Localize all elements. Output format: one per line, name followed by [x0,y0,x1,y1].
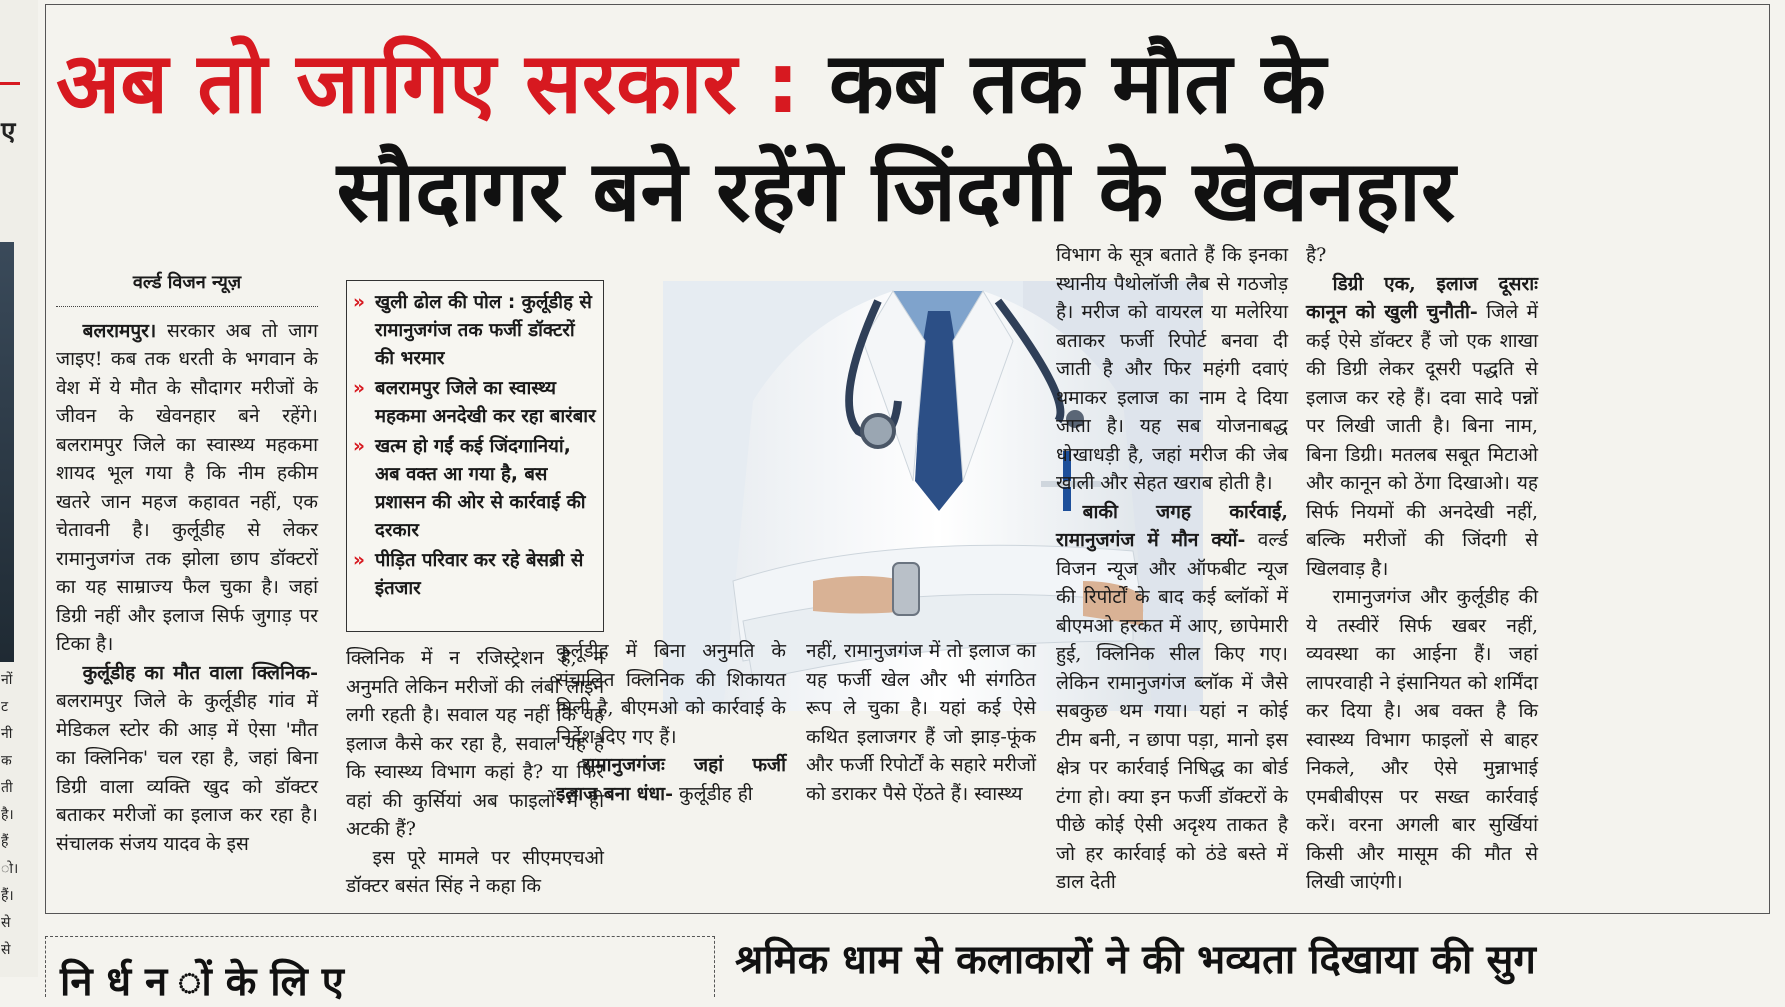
edge-text: नी [1,726,13,742]
paragraph-text: रामानुजगंज और कुर्लूडीह की ये तस्वीरें सिर्फ खबर नहीं, व्यवस्था का आईना हैं। जहां लापरवाही ने इंसानियत को शर्मिंदा कर दिया है। अब वक्त है कि स्वास्थ्य विभाग फाइलों से बाहर निकले, और ऐसे मुन्नाभाई एमबीबीएस पर सख्त कार्रवाई करें। वरना अगली बार सुर्खियां किसी और मासूम की मौत से लिखी जाएंगी। [1306,586,1538,893]
article-column-5 [1056,241,1288,897]
paragraph [556,751,786,808]
highlights-box [346,280,604,632]
article-column-6 [1306,241,1538,897]
paragraph-text: इस पूरे मामले पर सीएमएचओ डॉक्टर बसंत सिंह ने कहा कि [346,846,604,897]
adjacent-page-edge [0,0,38,977]
article-column-3 [556,637,786,808]
paragraph-text: विभाग के सूत्र बताते हैं कि इनका स्थानीय पैथोलॉजी लैब से गठजोड़ है। मरीज को वायरल या मलेरिया बताकर फर्जी रिपोर्ट बनवा दी जाती है और फिर महंगी दवाएं थमाकर इलाज का नाम दे दिया जाता है। यह सब योजनाबद्ध धोखाधड़ी है, जहां मरीज की जेब खाली और सेहत खराब होती है। [1056,244,1288,494]
edge-photo [0,242,14,662]
edge-text: हैं [1,834,9,850]
highlight-item [353,433,597,545]
paragraph-text: वर्ल्ड विजन न्यूज और ऑफबीट न्यूज की रिपोर्टों के बाद कई ब्लॉकों में बीएमओ हरकत में आए, छापेमारी हुई, क्लिनिक सील किए गए। लेकिन रामानुजगंज ब्लॉक में जैसे सबकुछ थम गया। यहां न कोई टीम बनी, न छापा पड़ा, मानो इस क्षेत्र पर कार्रवाई निषिद्ध का बोर्ड टंगा हो। क्या इन फर्जी डॉक्टरों के पीछे कोई ऐसी अदृश्य ताकत है जो हर कार्रवाई को ठंडे बस्ते में डाल देती [1056,529,1288,893]
edge-text: ट [1,699,9,715]
highlight-item [353,547,597,603]
paragraph-text: है? [1306,244,1327,266]
edge-text: नों [1,672,13,688]
headline-separator: : [766,34,800,132]
edge-red-rule [0,82,20,85]
paragraph-text: कुर्लूडीह में बिना अनुमति के संचालित क्लिनिक की शिकायत मिली है, बीएमओ को कार्रवाई के निर्देश दिए गए हैं। [556,640,786,748]
highlight-item [353,375,597,431]
dateline: बलरामपुर। [82,319,157,342]
paragraph [1056,498,1288,897]
subheading: कुर्लूडीह का मौत वाला क्लिनिक- [82,661,318,684]
edge-text: ए [1,117,16,147]
news-article [45,4,1770,914]
paragraph [56,659,318,859]
article-column-4 [806,637,1036,808]
chevron-right-icon: » [353,378,365,399]
edge-text: से [1,915,11,931]
headline-line-1 [56,29,1756,137]
edge-text: ो। [1,861,19,877]
highlight-text: पीड़ित परिवार कर रहे बेसब्री से इंतजार [375,550,584,599]
paragraph-text: क्लिनिक में न रजिस्ट्रेशन है, न अनुमति लेकिन मरीजों की लंबी लाइन लगी रहती है। सवाल यह नहीं कि वह इलाज कैसे कर रहा है, सवाल यह है कि स्वास्थ्य विभाग कहां है? या फिर वहां की कुर्सियां अब फाइलों में ही अटकी हैं? [346,647,604,840]
subheading: रामानुजगंजः जहां फर्जी इलाज बना धंधा- [556,754,786,805]
headline-black-part: कब तक मौत के [828,34,1326,132]
paragraph [1306,270,1538,584]
chevron-right-icon: » [353,292,365,313]
paragraph-text: कुर्लूडीह ही [679,782,753,805]
highlights-list [353,289,597,603]
headline-red-part: अब तो जागिए सरकार [56,34,737,132]
edge-text: हैं। [1,888,14,904]
highlight-text: खुली ढोल की पोल : कुर्लूडीह से रामानुजगंज तक फर्जी डॉक्टरों की भरमार [375,292,592,369]
edge-text: से [1,942,11,958]
paragraph [56,317,318,659]
article-column-1 [56,269,318,858]
byline: वर्ल्ड विजन न्यूज़ [56,269,318,307]
next-story-headline-right: श्रमिक धाम से कलाकारों ने की भव्यता दिखाया की सुग [735,937,1536,983]
headline-line-2: सौदागर बने रहेंगे जिंदगी के खेवनहार [336,142,1456,240]
paragraph-text: जिले में कई ऐसे डॉक्टर हैं जो एक शाखा की डिग्री लेकर दूसरी पद्धति से इलाज कर रहे हैं। दवा सादे पन्नों पर लिखी जाती है। बिना नाम, बिना डिग्री। मतलब सबूत मिटाओ और कानून को ठेंगा दिखाओ। यह सिर्फ नियमों की अनदेखी नहीं, बल्कि मरीजों की जिंदगी से खिलवाड़ है। [1306,301,1538,580]
highlight-item [353,289,597,373]
highlight-text: खत्म हो गईं कई जिंदगानियां, अब वक्त आ गया है, बस प्रशासन की ओर से कार्रवाई की दरकार [375,436,586,541]
next-story-headline-left: नि र्ध न ों के लि ए [60,959,344,1005]
subheading: बाकी जगह कार्रवाई, रामानुजगंज में मौन क्यों- [1056,500,1288,551]
paragraph-text: नहीं, रामानुजगंज में तो इलाज का यह फर्जी खेल और भी संगठित रूप ले चुका है। यहां कई ऐसे कथित इलाजगर हैं जो झाड़-फूंक और फर्जी रिपोर्टों के सहारे मरीजों को डराकर पैसे ऐंठते हैं। स्वास्थ्य [806,640,1036,805]
headline [56,29,1756,245]
chevron-right-icon: » [353,550,365,571]
chevron-right-icon: » [353,436,365,457]
subheading: डिग्री एक, इलाज दूसराः कानून को खुली चुनौती- [1306,272,1538,323]
edge-text: है। [1,807,14,823]
paragraph-text: बलरामपुर जिले के कुर्लूडीह गांव में मेडिकल स्टोर की आड़ में ऐसा 'मौत का क्लिनिक' चल रहा है, जहां बिना डिग्री वाला व्यक्ति खुद को डॉक्टर बताकर मरीजों का इलाज कर रहा है। संचालक संजय यादव के इस [56,690,318,855]
edge-text: क [1,753,12,769]
paragraph-text: सरकार अब तो जाग जाइए! कब तक धरती के भगवान के वेश में ये मौत के सौदागर मरीजों के जीवन के खेवनहार बने रहेंगे। बलरामपुर जिले का स्वास्थ्य महकमा शायद भूल गया है कि नीम हकीम खतरे जान महज कहावत नहीं, एक चेतावनी है। कुर्लूडीह से लेकर रामानुजगंज तक झोला छाप डॉक्टरों का यह साम्राज्य फैल चुका है। जहां डिग्री नहीं और इलाज सिर्फ जुगाड़ पर टिका है। [56,319,318,655]
edge-text: ती [1,780,13,796]
highlight-text: बलरामपुर जिले का स्वास्थ्य महकमा अनदेखी कर रहा बारंबार [375,378,596,427]
